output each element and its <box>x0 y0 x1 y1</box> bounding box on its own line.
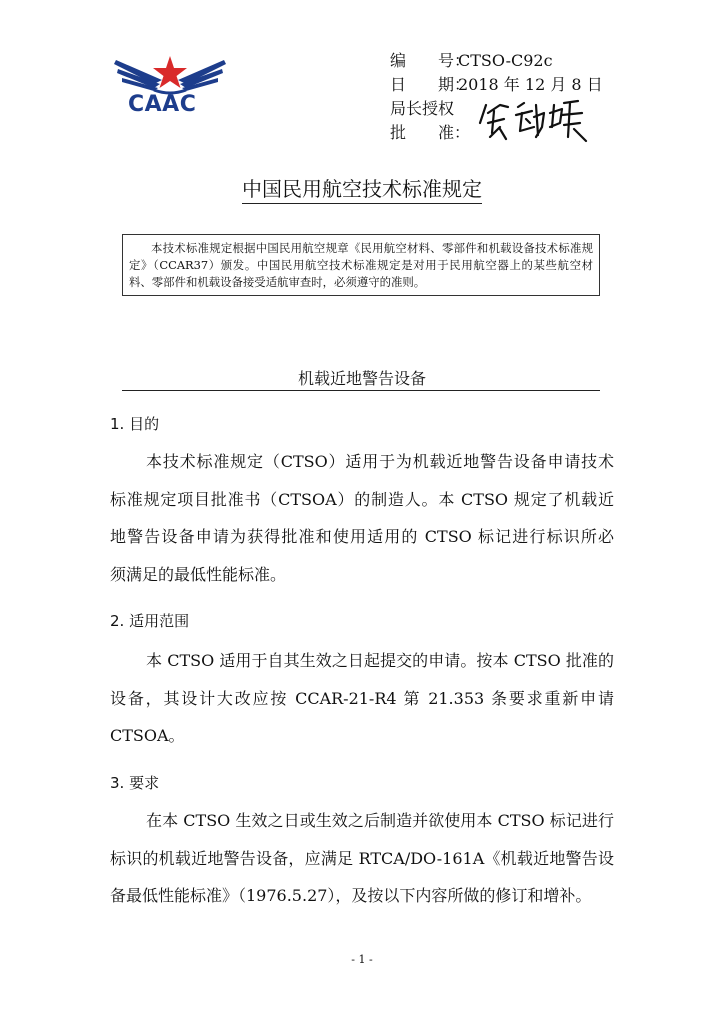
paragraph-line: 本技术标准规定（CTSO）适用于为机载近地警告设备申请技术 <box>146 452 614 471</box>
meta-authorized-label: 局长授权 <box>390 99 455 118</box>
meta-authorized <box>390 98 458 120</box>
paragraph-line: 设备，其设计大改应按 CCAR-21-R4 第 21.353 条要求重新申请 <box>110 688 614 708</box>
paragraph-line: 须满足的最低性能标准。 <box>110 564 287 584</box>
section-body-requirements <box>110 802 614 915</box>
paragraph-line: 地警告设备申请为获得批准和使用适用的 CTSO 标记进行标识所必 <box>110 527 614 546</box>
section-heading-requirements: 3. 要求 <box>110 774 160 792</box>
meta-number-label: 编 号： <box>390 51 471 70</box>
signature-icon <box>478 97 588 143</box>
page-title: 中国民用航空技术标准规定 <box>242 177 482 201</box>
document-title: 机载近地警告设备 <box>297 369 426 388</box>
notice-box: 本技术标准规定根据中国民用航空规章《民用航空材料、零部件和机载设备技术标准规定》（CCAR37）颁发。中国民用航空技术标准规定是对用于民用航空器上的某些航空材料、零部件和机载设备接受适航审查时，必须遵守的准则。 <box>122 234 600 296</box>
meta-number-value: CTSO-C92c <box>458 51 553 70</box>
paragraph-line: 在本 CTSO 生效之日或生效之后制造并欲使用本 CTSO 标记进行 <box>146 811 614 830</box>
meta-approved <box>390 122 471 144</box>
section-heading-purpose: 1. 目的 <box>110 415 160 433</box>
document-title-rule <box>122 390 600 391</box>
section-body-scope <box>110 642 614 755</box>
page-number: - 1 - <box>351 953 373 966</box>
meta-date-value: 2018 年 12 月 8 日 <box>458 75 603 94</box>
paragraph-line: 备最低性能标准》（1976.5.27），及按以下内容所做的修订和增补。 <box>110 886 592 905</box>
paragraph-line: CTSOA。 <box>110 726 185 745</box>
paragraph-line: 标识的机载近地警告设备，应满足 RTCA/DO-161A《机载近地警告设 <box>110 848 614 868</box>
meta-date <box>390 74 603 96</box>
logo-text: CAAC <box>128 92 197 117</box>
meta-approved-label: 批 准： <box>390 123 471 142</box>
meta-date-label: 日 期： <box>390 75 471 94</box>
paragraph-line: 本 CTSO 适用于自其生效之日起提交的申请。按本 CTSO 批准的 <box>146 651 614 670</box>
title-underline <box>242 203 482 204</box>
section-heading-scope: 2. 适用范围 <box>110 612 190 630</box>
meta-number <box>390 50 553 72</box>
section-body-purpose <box>110 443 614 593</box>
paragraph-line: 标准规定项目批准书（CTSOA）的制造人。本 CTSO 规定了机载近 <box>110 489 614 509</box>
